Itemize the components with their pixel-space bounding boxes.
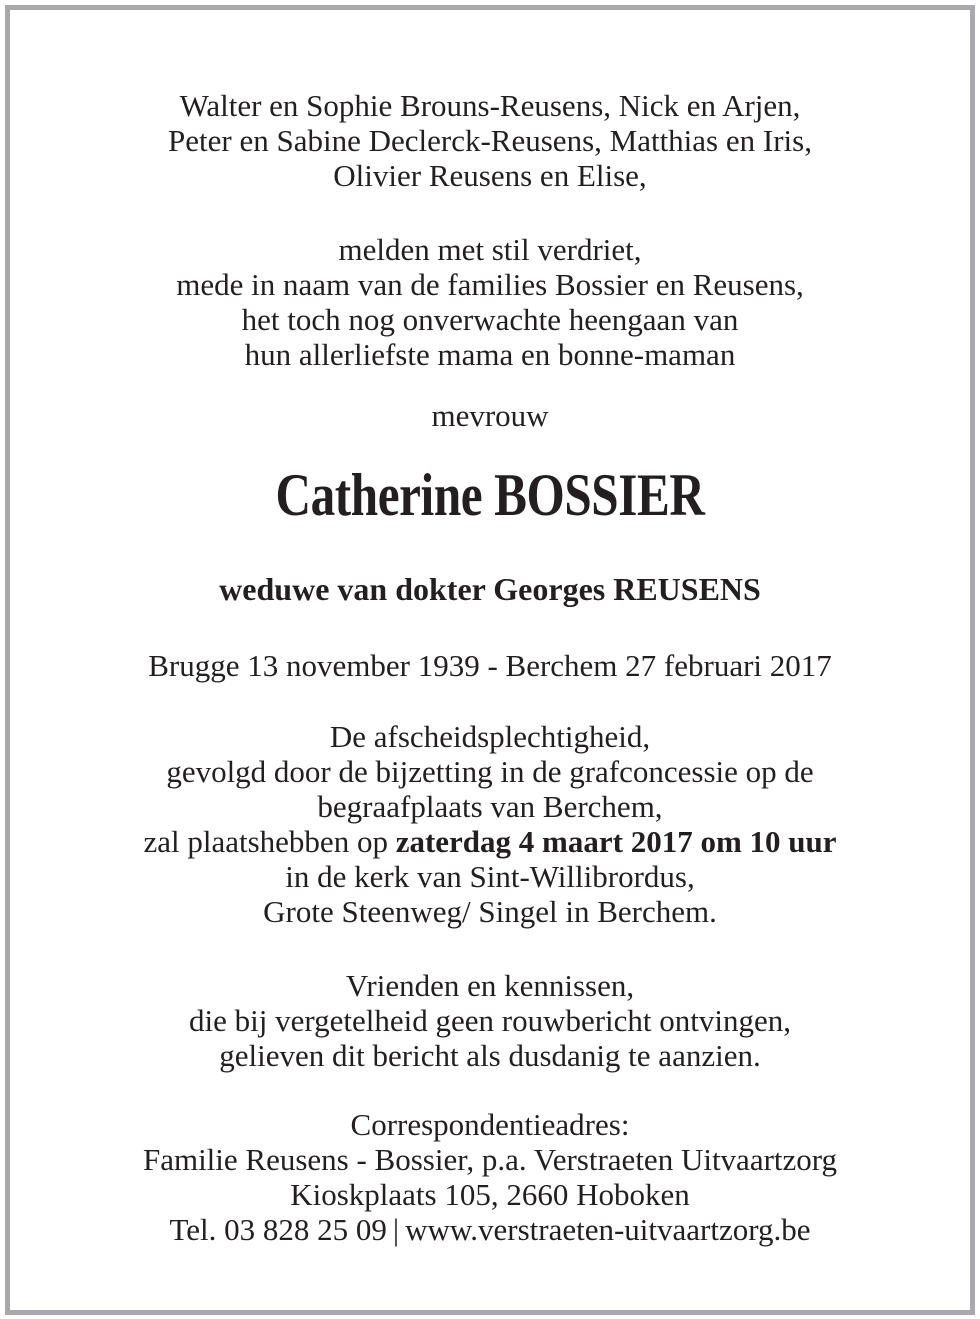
announcement-line: hun allerliefste mama en bonne-maman	[244, 337, 736, 372]
ceremony-line: Grote Steenweg/ Singel in Berchem.	[263, 894, 717, 929]
friends-line: die bij vergetelheid geen rouwbericht ontvingen,	[188, 1003, 792, 1038]
ceremony-line: gevolgd door de bijzetting in de grafconcessie op de	[166, 754, 814, 789]
family-line: Peter en Sabine Declerck-Reusens, Matthias en Iris,	[168, 123, 812, 158]
family-names	[0, 88, 980, 193]
friends-line: Vrienden en kennissen,	[345, 968, 635, 1003]
contact-line	[0, 1212, 980, 1247]
announcement	[0, 232, 980, 372]
deceased-name: Catherine BOSSIER	[275, 462, 705, 528]
widow-of: weduwe van dokter Georges REUSENS	[219, 571, 761, 607]
ceremony-details	[0, 719, 980, 929]
family-line: Walter en Sophie Brouns-Reusens, Nick en Arjen,	[179, 88, 801, 123]
ceremony-datetime: zaterdag 4 maart 2017 om 10 uur	[395, 824, 837, 859]
friends-notice	[0, 968, 980, 1073]
life-dates: Brugge 13 november 1939 - Berchem 27 februari 2017	[148, 648, 832, 683]
ceremony-line: De afscheidsplechtigheid,	[329, 719, 651, 754]
ceremony-datetime-line	[0, 824, 980, 859]
announcement-line: mede in naam van de families Bossier en Reusens,	[176, 267, 804, 302]
family-line: Olivier Reusens en Elise,	[333, 158, 647, 193]
website: www.verstraeten-uitvaartzorg.be	[405, 1212, 811, 1247]
ceremony-line: in de kerk van Sint-Willibrordus,	[285, 859, 695, 894]
announcement-line: het toch nog onverwachte heengaan van	[241, 302, 739, 337]
friends-line: gelieven dit bericht als dusdanig te aanzien.	[219, 1038, 761, 1073]
announcement-line: melden met stil verdriet,	[338, 232, 642, 267]
correspondence-address	[0, 1107, 980, 1247]
separator: |	[392, 1212, 400, 1247]
address-line: Familie Reusens - Bossier, p.a. Verstraeten Uitvaartzorg	[142, 1142, 838, 1177]
ceremony-prefix: zal plaatshebben op	[143, 824, 396, 859]
address-line: Kioskplaats 105, 2660 Hoboken	[290, 1177, 690, 1212]
phone-number: Tel. 03 828 25 09	[169, 1212, 387, 1247]
address-heading: Correspondentieadres:	[350, 1107, 630, 1142]
title-word: mevrouw	[431, 398, 549, 433]
ceremony-line: begraafplaats van Berchem,	[317, 789, 663, 824]
